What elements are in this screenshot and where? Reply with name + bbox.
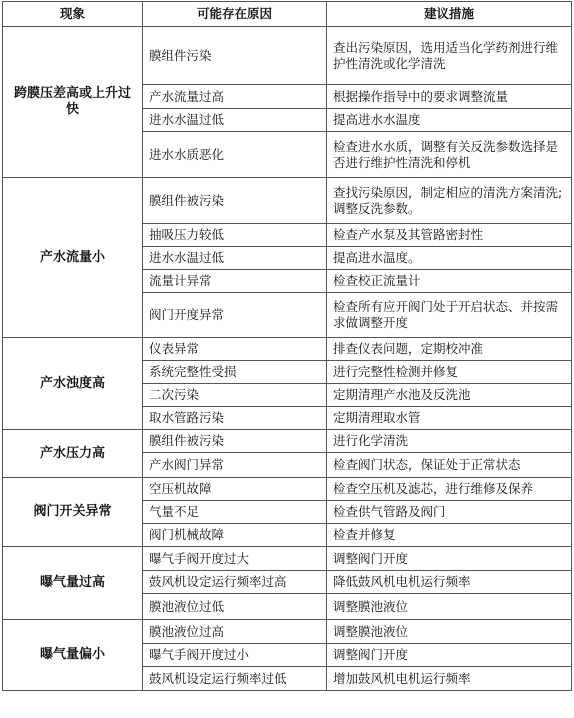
table-row [3,478,572,501]
measure-cell: 检查产水泵及其管路密封性 [327,224,572,247]
cause-cell: 膜组件污染 [143,27,327,85]
phenomenon-cell: 阀门开关异常 [3,478,143,547]
measure-cell: 进行化学清洗 [327,430,572,453]
cause-cell: 进水水温过低 [143,109,327,132]
measure-cell: 降低鼓风机电机运行频率 [327,571,572,594]
phenomenon-cell: 产水流量小 [3,178,143,338]
table-row [3,338,572,361]
cause-cell: 膜组件被污染 [143,430,327,453]
phenomenon-cell: 曝气量偏小 [3,620,143,691]
cause-cell: 膜池液位过低 [143,594,327,620]
measure-cell: 调整阀门开度 [327,644,572,667]
cause-cell: 产水阀门异常 [143,453,327,478]
measure-cell: 进行完整性检测并修复 [327,361,572,384]
header-cause: 可能存在原因 [143,2,327,27]
header-row [3,2,572,27]
cause-cell: 阀门机械故障 [143,524,327,547]
measure-cell: 检查供气管路及阀门 [327,501,572,524]
cause-cell: 二次污染 [143,384,327,407]
measure-cell: 检查校正流量计 [327,270,572,293]
header-phenomenon: 现象 [3,2,143,27]
cause-cell: 膜池液位过高 [143,620,327,644]
measure-cell: 增加鼓风机电机运行频率 [327,667,572,691]
measure-cell: 排查仪表问题，定期校冲准 [327,338,572,361]
measure-cell: 根据操作指导中的要求调整流量 [327,85,572,109]
cause-cell: 曝气手阀开度过大 [143,547,327,571]
cause-cell: 产水流量过高 [143,85,327,109]
measure-cell: 查找污染原因，制定相应的清洗方案清洗;调整反洗参数。 [327,178,572,224]
measure-cell: 定期清理产水池及反洗池 [327,384,572,407]
table-row [3,27,572,85]
table-row [3,620,572,644]
cause-cell: 取水管路污染 [143,407,327,430]
cause-cell: 膜组件被污染 [143,178,327,224]
measure-cell: 提高进水水温度 [327,109,572,132]
cause-cell: 曝气手阀开度过小 [143,644,327,667]
measure-cell: 提高进水温度。 [327,247,572,270]
measure-cell: 调整膜池液位 [327,594,572,620]
table-body [3,27,572,691]
phenomenon-cell: 产水浊度高 [3,338,143,430]
measure-cell: 检查阀门状态，保证处于正常状态 [327,453,572,478]
measure-cell: 检查并修复 [327,524,572,547]
cause-cell: 鼓风机设定运行频率过高 [143,571,327,594]
header-measure: 建议措施 [327,2,572,27]
cause-cell: 流量计异常 [143,270,327,293]
cause-cell: 进水水质恶化 [143,132,327,178]
measure-cell: 检查进水水质，调整有关反洗参数选择是否进行维护性清洗和停机 [327,132,572,178]
table-row [3,547,572,571]
measure-cell: 调整阀门开度 [327,547,572,571]
cause-cell: 抽吸压力较低 [143,224,327,247]
measure-cell: 定期清理取水管 [327,407,572,430]
phenomenon-cell: 产水压力高 [3,430,143,478]
measure-cell: 查出污染原因，选用适当化学药剂进行维护性清洗或化学清洗 [327,27,572,85]
cause-cell: 系统完整性受损 [143,361,327,384]
cause-cell: 气量不足 [143,501,327,524]
measure-cell: 检查空压机及滤芯，进行维修及保养 [327,478,572,501]
cause-cell: 进水水温过低 [143,247,327,270]
table-row [3,430,572,453]
table-row [3,178,572,224]
cause-cell: 仪表异常 [143,338,327,361]
measure-cell: 调整膜池液位 [327,620,572,644]
cause-cell: 鼓风机设定运行频率过低 [143,667,327,691]
phenomenon-cell: 曝气量过高 [3,547,143,620]
cause-cell: 空压机故障 [143,478,327,501]
measure-cell: 检查所有应开阀门处于开启状态、并按需求做调整开度 [327,293,572,338]
phenomenon-cell: 跨膜压差高或上升过快 [3,27,143,178]
cause-cell: 阀门开度异常 [143,293,327,338]
troubleshooting-table [2,1,572,691]
